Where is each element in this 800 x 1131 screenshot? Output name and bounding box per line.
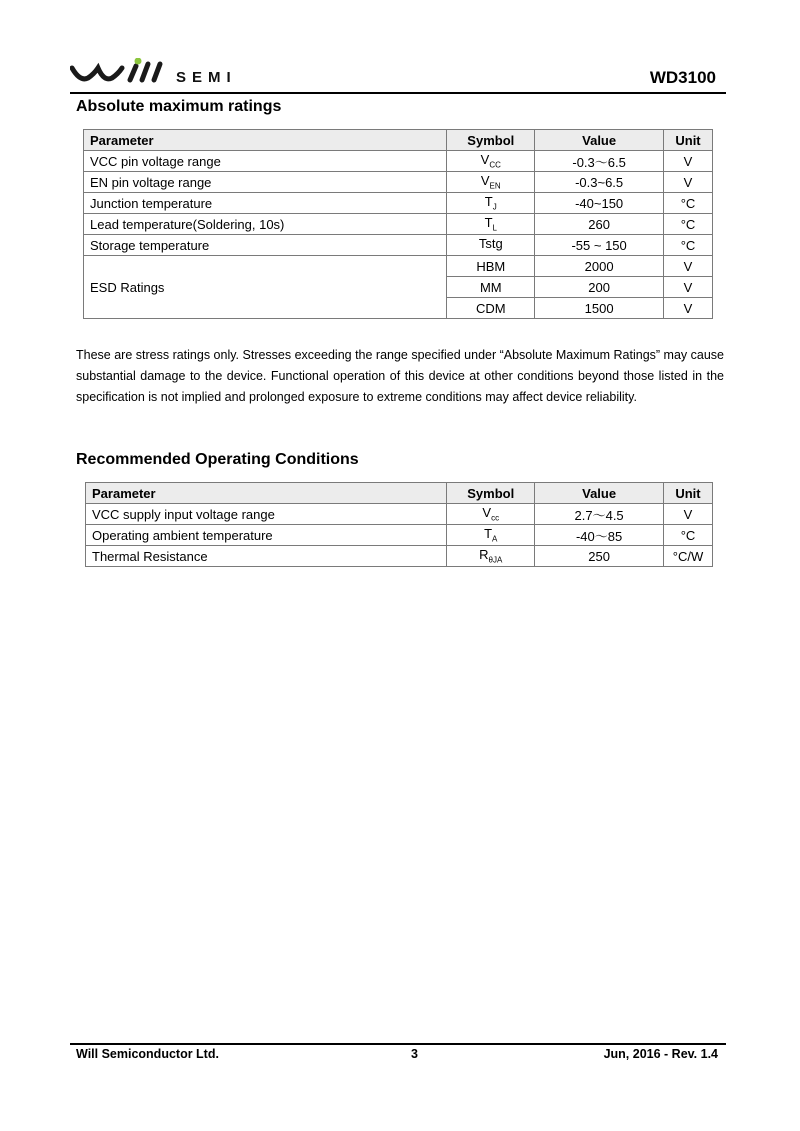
value-cell: -0.3～6.5 bbox=[535, 151, 664, 172]
param-cell: Lead temperature(Soldering, 10s) bbox=[84, 214, 447, 235]
symbol-cell: $V_{CC}$ bbox=[447, 151, 535, 172]
value-cell: 260 bbox=[535, 214, 664, 235]
table-row bbox=[86, 504, 713, 525]
part-number: WD3100 bbox=[649, 68, 716, 87]
column-header: Value bbox=[535, 483, 664, 504]
table-row bbox=[84, 214, 713, 235]
logo-text: SEMI bbox=[176, 69, 237, 86]
table-row bbox=[84, 151, 713, 172]
table-row bbox=[84, 235, 713, 256]
table-row bbox=[86, 546, 713, 567]
table-row bbox=[84, 172, 713, 193]
param-cell: VCC supply input voltage range bbox=[86, 504, 447, 525]
column-header: Symbol bbox=[447, 130, 535, 151]
unit-cell: °C/W bbox=[663, 546, 712, 567]
abs-max-table bbox=[83, 129, 713, 319]
table-header-row bbox=[86, 483, 713, 504]
value-cell: -55 ~ 150 bbox=[535, 235, 664, 256]
column-header: Parameter bbox=[86, 483, 447, 504]
symbol-cell: $T_A$ bbox=[447, 525, 535, 546]
value-cell: 2.7～4.5 bbox=[535, 504, 664, 525]
param-cell: EN pin voltage range bbox=[84, 172, 447, 193]
param-cell: Storage temperature bbox=[84, 235, 447, 256]
value-cell: -40～85 bbox=[535, 525, 664, 546]
header-rule bbox=[70, 92, 726, 94]
unit-cell: °C bbox=[663, 525, 712, 546]
value-cell: -40~150 bbox=[535, 193, 664, 214]
unit-cell: V bbox=[664, 298, 713, 319]
param-cell: Thermal Resistance bbox=[86, 546, 447, 567]
symbol-cell: $V_{EN}$ bbox=[447, 172, 535, 193]
table-row bbox=[84, 193, 713, 214]
unit-cell: V bbox=[663, 504, 712, 525]
value-cell: 2000 bbox=[535, 256, 664, 277]
page-header bbox=[70, 58, 726, 94]
symbol-cell: $T_J$ bbox=[447, 193, 535, 214]
unit-cell: °C bbox=[664, 193, 713, 214]
column-header: Unit bbox=[663, 483, 712, 504]
unit-cell: V bbox=[664, 277, 713, 298]
column-header: Value bbox=[535, 130, 664, 151]
footer-revision: Jun, 2016 - Rev. 1.4 bbox=[603, 1047, 718, 1061]
table-header-row bbox=[84, 130, 713, 151]
column-header: Unit bbox=[664, 130, 713, 151]
symbol-cell: MM bbox=[447, 277, 535, 298]
unit-cell: V bbox=[664, 256, 713, 277]
column-header: Symbol bbox=[447, 483, 535, 504]
value-cell: 250 bbox=[535, 546, 664, 567]
value-cell: 200 bbox=[535, 277, 664, 298]
unit-cell: °C bbox=[664, 235, 713, 256]
param-cell: Operating ambient temperature bbox=[86, 525, 447, 546]
rec-op-table bbox=[85, 482, 713, 567]
abs-max-title: Absolute maximum ratings bbox=[76, 98, 282, 115]
stress-ratings-note: These are stress ratings only. Stresses exceeding the range specified under “Absolute Maximum Ratings” may cause substantial damage to the device. Functional operation of this device at other conditions beyond those listed in the specification is not implied and prolonged exposure to extreme conditions may affect device reliability. bbox=[76, 348, 724, 404]
symbol-cell: HBM bbox=[447, 256, 535, 277]
footer-company: Will Semiconductor Ltd. bbox=[76, 1047, 219, 1061]
unit-cell: V bbox=[664, 172, 713, 193]
will-semi-logo bbox=[70, 58, 170, 88]
symbol-cell: $R_{\theta JA}$ bbox=[447, 546, 535, 567]
symbol-cell: $T_L$ bbox=[447, 214, 535, 235]
table-row bbox=[84, 256, 713, 277]
footer-rule bbox=[70, 1043, 726, 1045]
esd-param-cell: ESD Ratings bbox=[84, 256, 447, 319]
footer-page-number: 3 bbox=[411, 1047, 418, 1061]
column-header: Parameter bbox=[84, 130, 447, 151]
unit-cell: °C bbox=[664, 214, 713, 235]
table-row bbox=[86, 525, 713, 546]
value-cell: 1500 bbox=[535, 298, 664, 319]
unit-cell: V bbox=[664, 151, 713, 172]
symbol-cell: Tstg bbox=[447, 235, 535, 256]
param-cell: Junction temperature bbox=[84, 193, 447, 214]
symbol-cell: CDM bbox=[447, 298, 535, 319]
symbol-cell: $V_{cc}$ bbox=[447, 504, 535, 525]
rec-op-title: Recommended Operating Conditions bbox=[76, 451, 359, 468]
value-cell: -0.3~6.5 bbox=[535, 172, 664, 193]
param-cell: VCC pin voltage range bbox=[84, 151, 447, 172]
